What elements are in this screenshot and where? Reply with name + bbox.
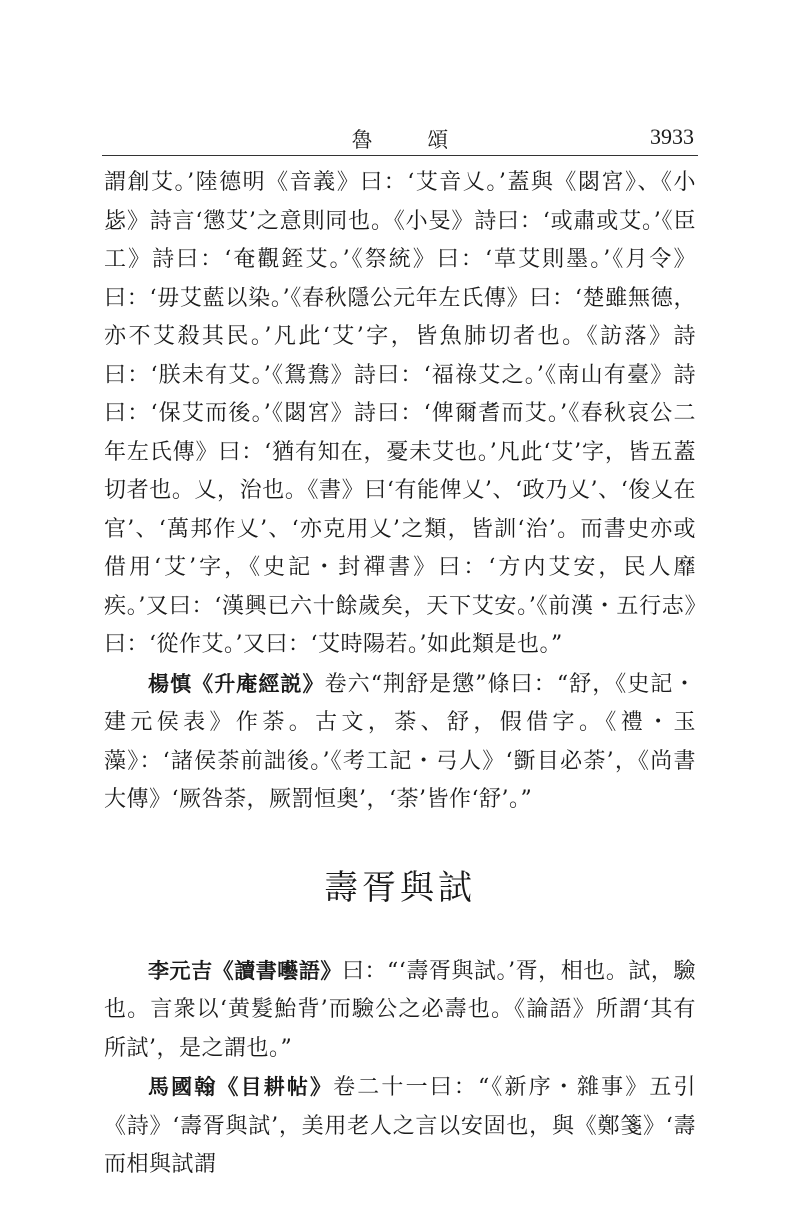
running-header [102, 124, 698, 152]
running-title: 魯 頌 [351, 128, 473, 152]
paragraph-yang-shen [104, 665, 696, 820]
source-citation: 李元吉《讀書囈語》 [148, 958, 342, 983]
source-citation: 楊慎《升庵經説》 [148, 671, 325, 696]
section-title: 壽胥與試 [324, 867, 476, 908]
paragraph-li-yuanji [104, 952, 696, 1069]
paragraph-text: 卷二十一曰：“《新序・雜事》五引《詩》‘壽胥與試’，美用老人之言以安固也，與《鄭箋》‘壽而相與試謂 [104, 1075, 697, 1177]
page-body [104, 164, 696, 1185]
paragraph-continuation [104, 164, 696, 665]
header-rule [102, 155, 698, 156]
paragraph-text: 卷六“荆舒是懲”條曰：“舒，《史記・建元侯表》作荼。古文，荼、舒，假借字。《禮・玉藻》：‘諸侯荼前詘後。’《考工記・弓人》‘斵目必荼’，《尚書大傳》‘厥咎荼，厥罰恒奥’，‘荼’皆作‘舒’。” [104, 671, 696, 812]
source-citation: 馬國翰《目耕帖》 [148, 1075, 334, 1099]
paragraph-text: 曰：“‘壽胥與試。’胥，相也。試，驗也。言衆以‘黄髮鮐背’而驗公之必壽也。《論語》所謂‘其有所試’，是之謂也。” [104, 958, 696, 1061]
page-number: 3933 [650, 124, 694, 149]
paragraph-text: 謂創艾。’陸德明《音義》曰：‘艾音乂。’蓋與《閟宮》、《小毖》詩言‘懲艾’之意則同也。《小旻》詩曰：‘或肅或艾。’《臣工》詩曰：‘奄觀銍艾。’《祭統》曰：‘草艾則墨。’《月令》曰：‘毋艾藍以染。’《春秋隱公元年左氏傳》曰：‘楚雖無德，亦不艾殺其民。’凡此‘艾’字，皆魚肺切者也。《訪落》詩曰：‘朕未有艾。’《鴛鴦》詩曰：‘福祿艾之。’《南山有臺》詩曰：‘保艾而後。’《閟宮》詩曰：‘俾爾耆而艾。’《春秋哀公二年左氏傳》曰：‘猶有知在，憂未艾也。’凡此‘艾’字，皆五蓋切者也。乂，治也。《書》曰‘有能俾乂’、‘政乃乂’、‘俊乂在官’、‘萬邦作乂’、‘亦克用乂’之類，皆訓‘治’。而書史亦或借用‘艾’字，《史記・封禪書》曰：‘方内艾安，民人靡疾。’又曰：‘漢興已六十餘歲矣，天下艾安。’《前漢・五行志》曰：‘從作艾。’又曰：‘艾時陽若。’如此類是也。” [104, 170, 696, 657]
paragraph-ma-guohan [104, 1068, 696, 1185]
